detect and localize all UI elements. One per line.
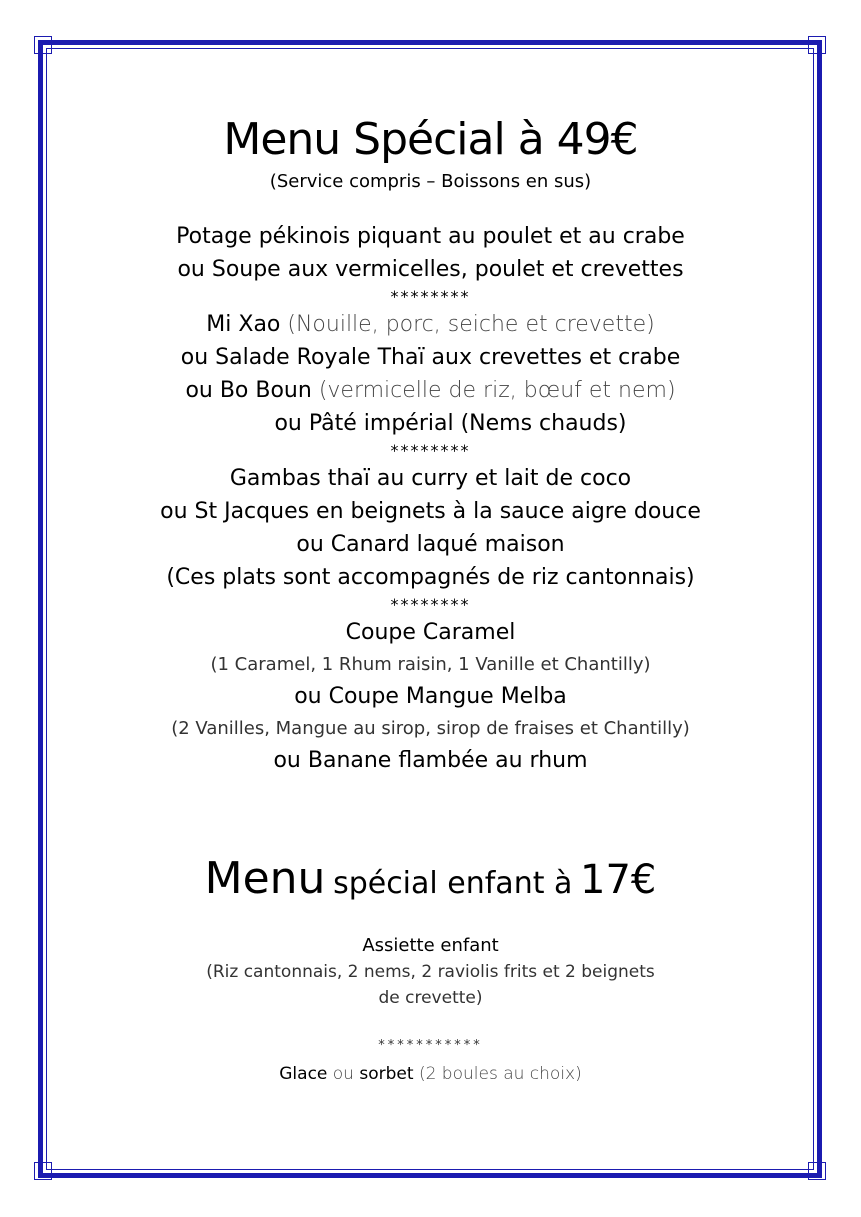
section-separator: ******** (390, 595, 471, 614)
kids-menu-title (60, 851, 801, 913)
main-item: Gambas thaï au curry et lait de coco (229, 466, 632, 491)
entree-item: ou Pâté impérial (Nems chauds) (274, 411, 627, 436)
dessert-item: Coupe Caramel (345, 620, 516, 645)
menu-subtitle: (Service compris – Boissons en sus) (269, 171, 592, 192)
kids-dessert-description: (2 boules au choix) (418, 1063, 582, 1084)
entree-item (60, 374, 801, 407)
menu-title: Menu Spécial à 49€ (223, 114, 638, 165)
kids-item-description: (Riz cantonnais, 2 nems, 2 raviolis frits et 2 beignets (206, 961, 655, 982)
kids-dessert-or: ou (332, 1063, 354, 1084)
kids-dessert (60, 1061, 801, 1087)
kids-separator: *********** (378, 1037, 483, 1053)
dessert-item: ou Coupe Mangue Melba (294, 684, 567, 709)
dessert-item: ou Banane flambée au rhum (273, 748, 588, 773)
dessert-description: (2 Vanilles, Mangue au sirop, sirop de fraises et Chantilly) (171, 718, 690, 739)
kids-item: Assiette enfant (362, 934, 499, 956)
kids-title-special: spécial enfant à (333, 866, 573, 901)
entree-description: (vermicelle de riz, bœuf et nem) (318, 378, 676, 403)
starter-item: Potage pékinois piquant au poulet et au crabe (176, 224, 685, 249)
entree-name: ou Bo Boun (185, 378, 312, 403)
section-separator: ******** (390, 441, 471, 460)
menu-content (60, 110, 801, 1087)
main-item: ou Canard laqué maison (296, 532, 565, 557)
entree-item: ou Salade Royale Thaï aux crevettes et crabe (180, 345, 681, 370)
starter-item: ou Soupe aux vermicelles, poulet et crevettes (177, 257, 684, 282)
section-separator: ******** (390, 287, 471, 306)
main-item: ou St Jacques en beignets à la sauce aigre douce (160, 499, 701, 524)
main-note: (Ces plats sont accompagnés de riz cantonnais) (166, 565, 695, 590)
kids-item-description: de crevette) (378, 987, 483, 1008)
kids-dessert-sorbet: sorbet (359, 1063, 414, 1084)
entree-name: Mi Xao (206, 312, 281, 337)
entree-item (60, 308, 801, 341)
kids-dessert-glace: Glace (279, 1063, 328, 1084)
entree-description: (Nouille, porc, seiche et crevette) (287, 312, 655, 337)
kids-title-price: 17€ (580, 857, 657, 903)
dessert-description: (1 Caramel, 1 Rhum raisin, 1 Vanille et Chantilly) (210, 654, 651, 675)
kids-title-menu: Menu (204, 853, 326, 904)
